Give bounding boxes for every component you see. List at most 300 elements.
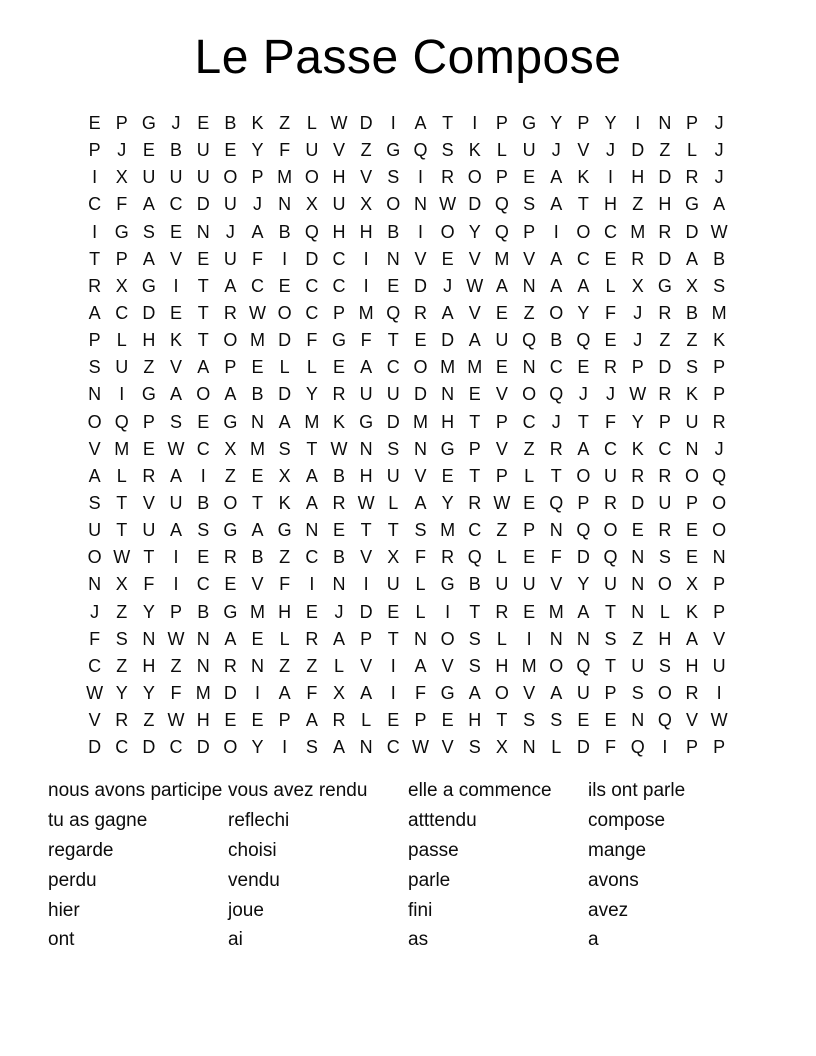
grid-cell-r20-c15: S (468, 628, 481, 649)
grid-cell-r17-c18: F (550, 547, 562, 568)
grid-cell-r5-c16: Q (494, 221, 509, 242)
grid-cell-r6-c22: D (658, 248, 672, 269)
grid-cell-r15-c22: U (658, 492, 672, 513)
grid-cell-r18-c3: F (143, 574, 155, 595)
grid-cell-r21-c13: A (414, 655, 427, 676)
grid-cell-r22-c4: F (170, 682, 182, 703)
grid-cell-r21-c4: Z (170, 655, 182, 676)
grid-cell-r11-c20: J (606, 384, 616, 405)
grid-cell-r18-c24: P (713, 574, 726, 595)
grid-cell-r16-c21: E (631, 520, 644, 541)
grid-cell-r3-c21: H (631, 167, 645, 188)
grid-cell-r10-c2: U (115, 357, 129, 378)
grid-cell-r10-c22: D (658, 357, 672, 378)
grid-cell-r21-c2: Z (116, 655, 128, 676)
grid-cell-r18-c6: E (224, 574, 237, 595)
grid-cell-r24-c15: S (468, 737, 481, 758)
grid-cell-r4-c20: H (604, 194, 618, 215)
grid-cell-r24-c10: A (332, 737, 345, 758)
grid-cell-r12-c6: G (223, 411, 238, 432)
grid-cell-r7-c4: I (173, 275, 179, 296)
grid-cell-r5-c5: N (196, 221, 210, 242)
grid-cell-r19-c18: M (548, 601, 564, 622)
grid-cell-r8-c17: Z (523, 302, 535, 323)
grid-cell-r4-c2: F (116, 194, 128, 215)
grid-cell-r2-c13: Q (413, 140, 428, 161)
grid-cell-r23-c14: E (441, 710, 454, 731)
grid-cell-r5-c11: H (359, 221, 373, 242)
grid-cell-r12-c17: C (522, 411, 536, 432)
grid-cell-r21-c7: N (251, 655, 265, 676)
grid-cell-r4-c23: G (685, 194, 700, 215)
word-list (0, 776, 816, 966)
grid-cell-r22-c20: P (604, 682, 617, 703)
grid-cell-r14-c4: A (170, 465, 183, 486)
grid-cell-r14-c21: R (631, 465, 645, 486)
grid-cell-r6-c1: T (89, 248, 101, 269)
grid-cell-r17-c1: O (87, 547, 102, 568)
grid-cell-r21-c16: H (495, 655, 509, 676)
grid-cell-r6-c19: C (576, 248, 590, 269)
grid-cell-r20-c1: F (89, 628, 101, 649)
grid-cell-r16-c6: G (223, 520, 238, 541)
grid-cell-r17-c10: B (332, 547, 345, 568)
grid-cell-r6-c6: U (223, 248, 237, 269)
grid-cell-r12-c23: U (685, 411, 699, 432)
grid-cell-r16-c19: Q (576, 520, 591, 541)
grid-cell-r20-c18: N (549, 628, 563, 649)
grid-cell-r4-c16: Q (494, 194, 509, 215)
grid-cell-r7-c21: X (631, 275, 644, 296)
grid-cell-r1-c1: E (88, 113, 101, 133)
grid-cell-r1-c5: E (197, 113, 210, 133)
grid-cell-r2-c18: J (551, 140, 561, 161)
grid-cell-r16-c1: U (88, 520, 102, 541)
grid-cell-r1-c14: T (442, 113, 454, 133)
grid-cell-r8-c15: V (468, 302, 481, 323)
grid-cell-r20-c22: H (658, 628, 672, 649)
grid-cell-r3-c11: V (360, 167, 373, 188)
puzzle-title: Le Passe Compose (194, 31, 622, 84)
grid-cell-r21-c8: Z (279, 655, 291, 676)
grid-cell-r10-c18: C (549, 357, 563, 378)
word-list-item: as (408, 929, 429, 951)
grid-cell-r24-c19: D (576, 737, 590, 758)
grid-cell-r22-c19: U (576, 682, 590, 703)
grid-cell-r14-c22: R (658, 465, 672, 486)
grid-cell-r2-c10: V (332, 140, 345, 161)
grid-cell-r6-c14: E (441, 248, 454, 269)
grid-cell-r12-c18: J (551, 411, 561, 432)
grid-cell-r14-c11: H (359, 465, 373, 486)
grid-cell-r11-c12: U (386, 384, 400, 405)
grid-cell-r9-c8: D (278, 330, 292, 351)
grid-cell-r1-c9: L (306, 113, 317, 133)
grid-cell-r2-c8: F (279, 140, 291, 161)
grid-cell-r4-c14: W (439, 194, 457, 215)
grid-cell-r19-c8: H (278, 601, 292, 622)
grid-cell-r15-c10: R (332, 492, 346, 513)
grid-cell-r23-c21: N (631, 710, 645, 731)
grid-cell-r18-c14: G (440, 574, 455, 595)
grid-cell-r13-c5: C (196, 438, 210, 459)
grid-cell-r13-c19: A (577, 438, 590, 459)
grid-cell-r13-c16: V (495, 438, 508, 459)
grid-cell-r22-c6: D (223, 682, 237, 703)
grid-cell-r8-c23: B (686, 302, 699, 323)
grid-cell-r24-c21: Q (630, 737, 645, 758)
grid-cell-r5-c15: Y (468, 221, 481, 242)
grid-cell-r11-c13: D (413, 384, 427, 405)
grid-cell-r20-c9: R (305, 628, 319, 649)
grid-cell-r6-c5: E (197, 248, 210, 269)
grid-cell-r21-c5: N (196, 655, 210, 676)
grid-cell-r8-c11: M (358, 302, 374, 323)
grid-cell-r13-c12: S (387, 438, 400, 459)
grid-cell-r16-c9: N (305, 520, 319, 541)
grid-cell-r18-c17: U (522, 574, 536, 595)
word-list-item: regarde (48, 839, 114, 861)
grid-cell-r16-c10: E (332, 520, 345, 541)
grid-cell-r24-c6: O (223, 737, 238, 758)
grid-cell-r1-c8: Z (279, 113, 291, 133)
grid-cell-r17-c23: E (686, 547, 699, 568)
grid-cell-r8-c3: D (142, 302, 156, 323)
grid-cell-r19-c4: P (170, 601, 183, 622)
grid-cell-r10-c13: O (413, 357, 428, 378)
grid-cell-r20-c2: S (115, 628, 128, 649)
grid-cell-r20-c16: L (496, 628, 507, 649)
grid-cell-r21-c11: V (360, 655, 373, 676)
grid-cell-r16-c15: C (468, 520, 482, 541)
grid-cell-r6-c16: M (494, 248, 510, 269)
grid-cell-r12-c4: S (170, 411, 183, 432)
grid-cell-r5-c9: Q (304, 221, 319, 242)
grid-cell-r12-c13: M (412, 411, 428, 432)
grid-cell-r21-c24: U (712, 655, 726, 676)
grid-cell-r13-c10: W (330, 438, 348, 459)
grid-cell-r15-c18: Q (549, 492, 564, 513)
grid-cell-r7-c23: X (686, 275, 699, 296)
grid-cell-r13-c9: T (306, 438, 318, 459)
grid-cell-r16-c3: U (142, 520, 156, 541)
grid-cell-r1-c17: G (522, 113, 537, 133)
word-list-item: ai (228, 929, 243, 951)
grid-cell-r23-c24: W (710, 710, 728, 731)
grid-cell-r19-c14: I (445, 601, 451, 622)
grid-cell-r11-c19: J (578, 384, 588, 405)
grid-cell-r18-c4: I (173, 574, 179, 595)
grid-cell-r11-c9: Y (305, 384, 318, 405)
grid-cell-r8-c2: C (115, 302, 129, 323)
grid-cell-r13-c8: S (278, 438, 291, 459)
grid-cell-r14-c8: X (278, 465, 291, 486)
grid-cell-r14-c6: Z (224, 465, 236, 486)
grid-cell-r24-c5: D (196, 737, 210, 758)
grid-cell-r12-c2: Q (114, 411, 129, 432)
grid-cell-r6-c21: R (631, 248, 645, 269)
grid-cell-r15-c24: O (712, 492, 727, 513)
grid-cell-r17-c2: W (113, 547, 131, 568)
grid-cell-r11-c16: V (495, 384, 508, 405)
grid-cell-r8-c13: R (413, 302, 427, 323)
grid-cell-r9-c11: F (360, 330, 372, 351)
grid-cell-r1-c21: I (635, 113, 641, 133)
grid-cell-r11-c8: D (278, 384, 292, 405)
grid-cell-r14-c5: I (200, 465, 206, 486)
grid-cell-r15-c1: S (88, 492, 101, 513)
grid-cell-r2-c5: U (196, 140, 210, 161)
grid-cell-r23-c16: T (496, 710, 508, 731)
grid-cell-r5-c17: P (523, 221, 536, 242)
grid-cell-r14-c1: A (88, 465, 101, 486)
grid-cell-r21-c6: R (223, 655, 237, 676)
grid-cell-r17-c8: Z (279, 547, 291, 568)
grid-cell-r4-c13: N (413, 194, 427, 215)
grid-cell-r16-c22: R (658, 520, 672, 541)
grid-cell-r17-c22: S (658, 547, 671, 568)
word-list-item: elle a commence (408, 780, 552, 801)
grid-cell-r20-c19: N (576, 628, 590, 649)
grid-cell-r10-c12: C (386, 357, 400, 378)
grid-cell-r24-c3: D (142, 737, 156, 758)
grid-cell-r4-c5: D (196, 194, 210, 215)
grid-cell-r17-c6: R (223, 547, 237, 568)
grid-cell-r22-c10: X (332, 682, 345, 703)
word-list-item: joue (228, 899, 264, 921)
grid-cell-r13-c3: E (142, 438, 155, 459)
grid-cell-r23-c23: V (686, 710, 699, 731)
grid-cell-r7-c16: A (495, 275, 508, 296)
grid-cell-r5-c21: M (630, 221, 646, 242)
grid-cell-r2-c3: E (142, 140, 155, 161)
word-list-column-2 (228, 776, 367, 955)
grid-cell-r22-c1: W (86, 682, 104, 703)
grid-cell-r24-c20: F (605, 737, 617, 758)
grid-cell-r6-c7: F (252, 248, 264, 269)
grid-cell-r15-c17: E (523, 492, 536, 513)
grid-cell-r7-c9: C (305, 275, 319, 296)
word-list-item: vous avez rendu (228, 780, 368, 801)
grid-cell-r21-c18: O (549, 655, 564, 676)
grid-cell-r16-c4: A (170, 520, 183, 541)
grid-cell-r10-c6: P (224, 357, 237, 378)
grid-cell-r10-c11: A (360, 357, 373, 378)
grid-cell-r3-c5: U (196, 167, 210, 188)
grid-cell-r1-c24: J (714, 113, 724, 133)
grid-cell-r17-c16: L (496, 547, 507, 568)
grid-cell-r16-c8: G (277, 520, 292, 541)
grid-cell-r24-c7: Y (251, 737, 264, 758)
grid-cell-r2-c1: P (88, 140, 101, 161)
grid-cell-r6-c4: V (170, 248, 183, 269)
grid-cell-r16-c2: T (116, 520, 128, 541)
grid-cell-r12-c8: A (278, 411, 291, 432)
grid-cell-r6-c11: I (363, 248, 369, 269)
grid-cell-r22-c9: F (306, 682, 318, 703)
grid-cell-r7-c10: C (332, 275, 346, 296)
grid-cell-r18-c22: O (657, 574, 672, 595)
grid-cell-r13-c23: N (685, 438, 699, 459)
grid-cell-r4-c6: U (223, 194, 237, 215)
grid-cell-r2-c24: J (714, 140, 724, 161)
grid-cell-r15-c13: A (414, 492, 427, 513)
grid-cell-r7-c20: L (605, 275, 616, 296)
grid-cell-r11-c7: B (251, 384, 264, 405)
grid-cell-r13-c4: W (167, 438, 185, 459)
grid-cell-r5-c6: J (225, 221, 235, 242)
grid-cell-r4-c8: N (278, 194, 292, 215)
grid-cell-r20-c23: A (686, 628, 699, 649)
grid-cell-r19-c7: M (250, 601, 266, 622)
grid-cell-r4-c7: J (253, 194, 263, 215)
grid-cell-r12-c11: G (359, 411, 374, 432)
grid-cell-r17-c9: C (305, 547, 319, 568)
grid-cell-r23-c4: W (167, 710, 185, 731)
grid-cell-r15-c11: W (357, 492, 375, 513)
grid-cell-r19-c2: Z (116, 601, 128, 622)
word-list-item: nous avons participe (48, 780, 223, 801)
word-list-item: mange (588, 839, 647, 861)
grid-cell-r13-c21: K (631, 438, 644, 459)
grid-cell-r17-c14: R (441, 547, 455, 568)
grid-cell-r6-c3: A (142, 248, 155, 269)
grid-cell-r6-c12: N (386, 248, 400, 269)
grid-cell-r9-c19: Q (576, 330, 591, 351)
grid-cell-r9-c6: O (223, 330, 238, 351)
grid-cell-r22-c2: Y (115, 682, 128, 703)
grid-cell-r24-c11: N (359, 737, 373, 758)
grid-cell-r7-c12: E (387, 275, 400, 296)
word-list-column-1 (48, 776, 222, 955)
grid-cell-r11-c2: I (119, 384, 125, 405)
grid-cell-r11-c15: E (468, 384, 481, 405)
grid-cell-r3-c12: S (387, 167, 400, 188)
grid-cell-r20-c14: O (440, 628, 455, 649)
grid-cell-r21-c10: L (333, 655, 344, 676)
grid-cell-r6-c13: V (414, 248, 427, 269)
grid-cell-r1-c19: P (577, 113, 590, 133)
grid-cell-r11-c4: A (170, 384, 183, 405)
grid-cell-r6-c23: A (686, 248, 699, 269)
grid-cell-r5-c18: I (553, 221, 559, 242)
grid-cell-r2-c21: D (631, 140, 645, 161)
grid-cell-r7-c2: X (115, 275, 128, 296)
grid-cell-r12-c9: M (304, 411, 320, 432)
grid-cell-r20-c24: V (713, 628, 726, 649)
grid-cell-r7-c17: N (522, 275, 536, 296)
grid-cell-r24-c12: C (386, 737, 400, 758)
grid-cell-r1-c12: I (390, 113, 396, 133)
grid-cell-r3-c3: U (142, 167, 156, 188)
grid-cell-r19-c24: P (713, 601, 726, 622)
grid-cell-r1-c23: P (686, 113, 699, 133)
grid-cell-r3-c23: R (685, 167, 699, 188)
grid-cell-r13-c15: P (468, 438, 481, 459)
grid-cell-r9-c13: E (414, 330, 427, 351)
grid-cell-r13-c2: M (114, 438, 130, 459)
word-list-column-3 (408, 776, 552, 955)
grid-cell-r5-c20: C (604, 221, 618, 242)
grid-cell-r23-c2: R (115, 710, 129, 731)
grid-cell-r23-c12: E (387, 710, 400, 731)
grid-cell-r7-c24: S (713, 275, 726, 296)
grid-cell-r12-c15: T (469, 411, 481, 432)
grid-cell-r11-c5: O (196, 384, 211, 405)
grid-cell-r5-c2: G (114, 221, 129, 242)
grid-cell-r8-c4: E (170, 302, 183, 323)
grid-cell-r10-c5: A (197, 357, 210, 378)
grid-cell-r7-c3: G (141, 275, 156, 296)
grid-cell-r11-c17: O (522, 384, 537, 405)
grid-cell-r18-c5: C (196, 574, 210, 595)
grid-cell-r3-c10: H (332, 167, 346, 188)
grid-cell-r9-c23: Z (686, 330, 698, 351)
grid-cell-r15-c23: P (686, 492, 699, 513)
grid-cell-r9-c21: J (633, 330, 643, 351)
grid-cell-r11-c6: A (224, 384, 237, 405)
grid-cell-r20-c12: T (387, 628, 399, 649)
grid-cell-r21-c14: V (441, 655, 454, 676)
grid-cell-r10-c17: N (522, 357, 536, 378)
grid-cell-r19-c22: L (659, 601, 670, 622)
grid-cell-r3-c15: O (467, 167, 482, 188)
grid-cell-r10-c19: E (577, 357, 590, 378)
grid-cell-r11-c3: G (141, 384, 156, 405)
grid-cell-r15-c3: V (142, 492, 155, 513)
grid-cell-r12-c5: E (197, 411, 210, 432)
grid-cell-r8-c8: O (277, 302, 292, 323)
grid-cell-r14-c12: U (386, 465, 400, 486)
grid-cell-r19-c12: E (387, 601, 400, 622)
grid-cell-r10-c9: L (306, 357, 317, 378)
grid-cell-r22-c12: I (390, 682, 396, 703)
grid-cell-r18-c15: B (468, 574, 481, 595)
grid-cell-r5-c3: S (142, 221, 155, 242)
grid-cell-r9-c2: L (116, 330, 127, 351)
grid-cell-r14-c17: L (524, 465, 535, 486)
grid-cell-r3-c22: D (658, 167, 672, 188)
grid-cell-r23-c13: P (414, 710, 427, 731)
grid-cell-r24-c14: V (441, 737, 454, 758)
grid-cell-r10-c15: M (467, 357, 483, 378)
grid-cell-r17-c5: E (197, 547, 210, 568)
grid-cell-r14-c10: B (332, 465, 345, 486)
grid-cell-r20-c3: N (142, 628, 156, 649)
grid-cell-r22-c16: O (494, 682, 509, 703)
grid-cell-r7-c14: J (443, 275, 453, 296)
grid-cell-r8-c5: T (197, 302, 209, 323)
grid-cell-r15-c7: T (252, 492, 264, 513)
grid-cell-r13-c24: J (714, 438, 724, 459)
grid-cell-r21-c22: S (658, 655, 671, 676)
grid-cell-r24-c4: C (169, 737, 183, 758)
grid-cell-r23-c3: Z (143, 710, 155, 731)
grid-cell-r22-c3: Y (142, 682, 155, 703)
grid-cell-r18-c18: V (550, 574, 563, 595)
grid-cell-r5-c8: B (278, 221, 291, 242)
grid-cell-r4-c1: C (88, 194, 102, 215)
grid-cell-r14-c2: L (116, 465, 127, 486)
grid-cell-r20-c11: P (360, 628, 373, 649)
word-list-item: atttendu (408, 809, 477, 831)
grid-cell-r9-c10: G (331, 330, 346, 351)
grid-cell-r12-c22: P (658, 411, 671, 432)
grid-cell-r8-c20: F (605, 302, 617, 323)
grid-cell-r19-c23: K (686, 601, 699, 622)
grid-cell-r13-c11: N (359, 438, 373, 459)
word-list-item: vendu (228, 869, 280, 891)
